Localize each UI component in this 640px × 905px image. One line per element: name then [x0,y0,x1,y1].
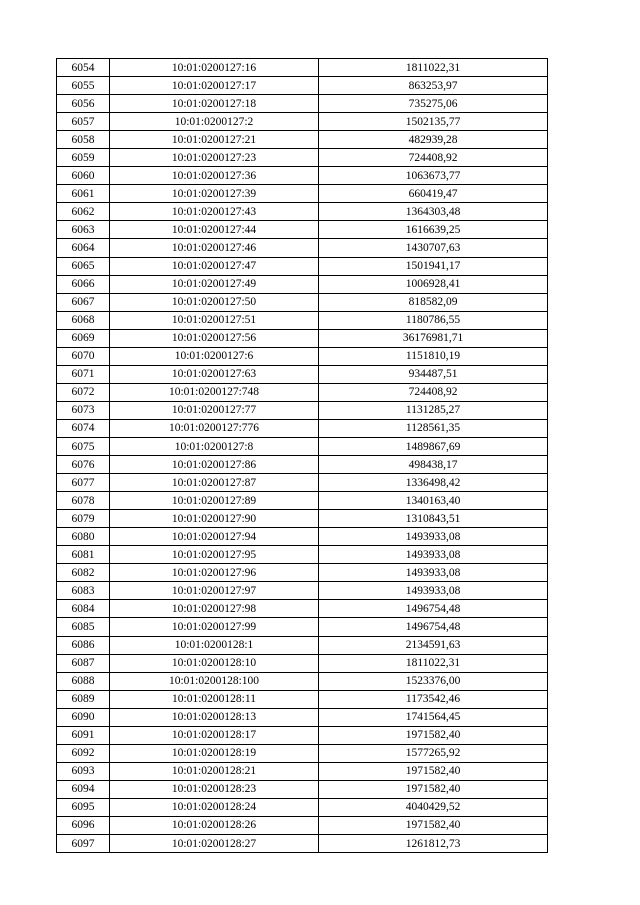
row-number-cell: 6079 [57,510,110,528]
cadastral-number-cell: 10:01:0200127:49 [110,275,319,293]
cadastral-number-cell: 10:01:0200127:43 [110,203,319,221]
row-number-cell: 6072 [57,383,110,401]
table-row [57,77,548,95]
table-row [57,780,548,798]
row-number-cell: 6055 [57,77,110,95]
cadastral-number-cell: 10:01:0200127:36 [110,167,319,185]
row-number-cell: 6096 [57,816,110,834]
table-row [57,221,548,239]
cadastral-number-cell: 10:01:0200127:98 [110,600,319,618]
value-cell: 1063673,77 [319,167,548,185]
cadastral-number-cell: 10:01:0200127:21 [110,131,319,149]
row-number-cell: 6080 [57,528,110,546]
row-number-cell: 6071 [57,365,110,383]
row-number-cell: 6081 [57,546,110,564]
row-number-cell: 6089 [57,690,110,708]
cadastral-number-cell: 10:01:0200127:50 [110,293,319,311]
value-cell: 4040429,52 [319,798,548,816]
value-cell: 1006928,41 [319,275,548,293]
value-cell: 735275,06 [319,95,548,113]
table-row [57,618,548,636]
cadastral-number-cell: 10:01:0200128:17 [110,726,319,744]
table-row [57,167,548,185]
table-row [57,672,548,690]
value-cell: 1310843,51 [319,510,548,528]
value-cell: 724408,92 [319,149,548,167]
table-row [57,329,548,347]
table-row [57,474,548,492]
value-cell: 1430707,63 [319,239,548,257]
cadastral-number-cell: 10:01:0200127:77 [110,401,319,419]
table-row [57,257,548,275]
cadastral-number-cell: 10:01:0200127:2 [110,113,319,131]
row-number-cell: 6068 [57,311,110,329]
cadastral-number-cell: 10:01:0200127:16 [110,59,319,77]
value-cell: 1336498,42 [319,474,548,492]
table-row [57,798,548,816]
value-cell: 1151810,19 [319,347,548,365]
value-cell: 482939,28 [319,131,548,149]
table-row [57,149,548,167]
row-number-cell: 6091 [57,726,110,744]
cadastral-number-cell: 10:01:0200127:90 [110,510,319,528]
row-number-cell: 6095 [57,798,110,816]
table-row [57,311,548,329]
table-row [57,744,548,762]
value-cell: 1261812,73 [319,835,548,853]
value-cell: 1523376,00 [319,672,548,690]
cadastral-number-cell: 10:01:0200127:89 [110,492,319,510]
row-number-cell: 6073 [57,401,110,419]
value-cell: 1493933,08 [319,564,548,582]
cadastral-number-cell: 10:01:0200128:26 [110,816,319,834]
table-row [57,365,548,383]
cadastral-number-cell: 10:01:0200127:46 [110,239,319,257]
cadastral-number-cell: 10:01:0200127:94 [110,528,319,546]
table-row [57,95,548,113]
row-number-cell: 6078 [57,492,110,510]
cadastral-number-cell: 10:01:0200127:63 [110,365,319,383]
cadastral-number-cell: 10:01:0200127:47 [110,257,319,275]
table-row [57,293,548,311]
cadastral-number-cell: 10:01:0200127:44 [110,221,319,239]
table-row [57,636,548,654]
table-row [57,816,548,834]
cadastral-number-cell: 10:01:0200127:97 [110,582,319,600]
row-number-cell: 6086 [57,636,110,654]
table-row [57,726,548,744]
cadastral-number-cell: 10:01:0200127:39 [110,185,319,203]
value-cell: 1741564,45 [319,708,548,726]
table-row [57,762,548,780]
cadastral-number-cell: 10:01:0200128:27 [110,835,319,853]
row-number-cell: 6087 [57,654,110,672]
table-row [57,401,548,419]
cadastral-number-cell: 10:01:0200128:19 [110,744,319,762]
value-cell: 1493933,08 [319,528,548,546]
cadastral-number-cell: 10:01:0200127:51 [110,311,319,329]
table-body [57,59,548,853]
row-number-cell: 6093 [57,762,110,780]
cadastral-number-cell: 10:01:0200127:17 [110,77,319,95]
row-number-cell: 6074 [57,419,110,437]
row-number-cell: 6064 [57,239,110,257]
cadastral-number-cell: 10:01:0200128:23 [110,780,319,798]
table-row [57,383,548,401]
table-row [57,239,548,257]
value-cell: 1501941,17 [319,257,548,275]
value-cell: 1971582,40 [319,762,548,780]
value-cell: 818582,09 [319,293,548,311]
cadastral-number-cell: 10:01:0200128:100 [110,672,319,690]
table-row [57,437,548,455]
value-cell: 1971582,40 [319,780,548,798]
value-cell: 1131285,27 [319,401,548,419]
cadastral-number-cell: 10:01:0200127:99 [110,618,319,636]
value-cell: 1496754,48 [319,600,548,618]
table-row [57,708,548,726]
cadastral-number-cell: 10:01:0200127:6 [110,347,319,365]
table-row [57,492,548,510]
row-number-cell: 6060 [57,167,110,185]
cadastral-number-cell: 10:01:0200127:87 [110,474,319,492]
row-number-cell: 6090 [57,708,110,726]
table-row [57,582,548,600]
cadastral-number-cell: 10:01:0200128:1 [110,636,319,654]
cadastral-number-cell: 10:01:0200127:18 [110,95,319,113]
value-cell: 1616639,25 [319,221,548,239]
value-cell: 863253,97 [319,77,548,95]
value-cell: 660419,47 [319,185,548,203]
cadastral-number-cell: 10:01:0200127:8 [110,437,319,455]
row-number-cell: 6083 [57,582,110,600]
table-row [57,546,548,564]
cadastral-number-cell: 10:01:0200127:56 [110,329,319,347]
value-cell: 1489867,69 [319,437,548,455]
row-number-cell: 6075 [57,437,110,455]
row-number-cell: 6092 [57,744,110,762]
value-cell: 2134591,63 [319,636,548,654]
row-number-cell: 6057 [57,113,110,131]
row-number-cell: 6097 [57,835,110,853]
value-cell: 1173542,46 [319,690,548,708]
row-number-cell: 6070 [57,347,110,365]
cadastral-number-cell: 10:01:0200128:11 [110,690,319,708]
table-row [57,185,548,203]
value-cell: 934487,51 [319,365,548,383]
value-cell: 1180786,55 [319,311,548,329]
value-cell: 498438,17 [319,456,548,474]
cadastral-number-cell: 10:01:0200127:86 [110,456,319,474]
value-cell: 1128561,35 [319,419,548,437]
table-row [57,835,548,853]
value-cell: 1502135,77 [319,113,548,131]
row-number-cell: 6062 [57,203,110,221]
row-number-cell: 6063 [57,221,110,239]
row-number-cell: 6094 [57,780,110,798]
row-number-cell: 6085 [57,618,110,636]
cadastral-number-cell: 10:01:0200128:10 [110,654,319,672]
value-cell: 1340163,40 [319,492,548,510]
cadastral-number-cell: 10:01:0200127:95 [110,546,319,564]
row-number-cell: 6056 [57,95,110,113]
row-number-cell: 6069 [57,329,110,347]
row-number-cell: 6082 [57,564,110,582]
value-cell: 1577265,92 [319,744,548,762]
table-row [57,600,548,618]
table-row [57,564,548,582]
table-row [57,456,548,474]
row-number-cell: 6084 [57,600,110,618]
value-cell: 1493933,08 [319,546,548,564]
value-cell: 724408,92 [319,383,548,401]
cadastral-value-table [56,58,548,853]
value-cell: 36176981,71 [319,329,548,347]
row-number-cell: 6061 [57,185,110,203]
table-row [57,131,548,149]
row-number-cell: 6076 [57,456,110,474]
cadastral-number-cell: 10:01:0200128:13 [110,708,319,726]
table-row [57,347,548,365]
row-number-cell: 6077 [57,474,110,492]
table-row [57,510,548,528]
table-row [57,275,548,293]
row-number-cell: 6067 [57,293,110,311]
cadastral-number-cell: 10:01:0200127:96 [110,564,319,582]
value-cell: 1496754,48 [319,618,548,636]
table-row [57,59,548,77]
value-cell: 1971582,40 [319,726,548,744]
cadastral-number-cell: 10:01:0200128:21 [110,762,319,780]
row-number-cell: 6054 [57,59,110,77]
cadastral-number-cell: 10:01:0200127:748 [110,383,319,401]
table-row [57,654,548,672]
value-cell: 1364303,48 [319,203,548,221]
table-row [57,203,548,221]
value-cell: 1971582,40 [319,816,548,834]
row-number-cell: 6088 [57,672,110,690]
value-cell: 1811022,31 [319,59,548,77]
value-cell: 1493933,08 [319,582,548,600]
cadastral-number-cell: 10:01:0200127:23 [110,149,319,167]
value-cell: 1811022,31 [319,654,548,672]
row-number-cell: 6059 [57,149,110,167]
table-row [57,528,548,546]
table-row [57,113,548,131]
row-number-cell: 6058 [57,131,110,149]
table-row [57,419,548,437]
cadastral-number-cell: 10:01:0200127:776 [110,419,319,437]
row-number-cell: 6065 [57,257,110,275]
cadastral-number-cell: 10:01:0200128:24 [110,798,319,816]
table-row [57,690,548,708]
row-number-cell: 6066 [57,275,110,293]
